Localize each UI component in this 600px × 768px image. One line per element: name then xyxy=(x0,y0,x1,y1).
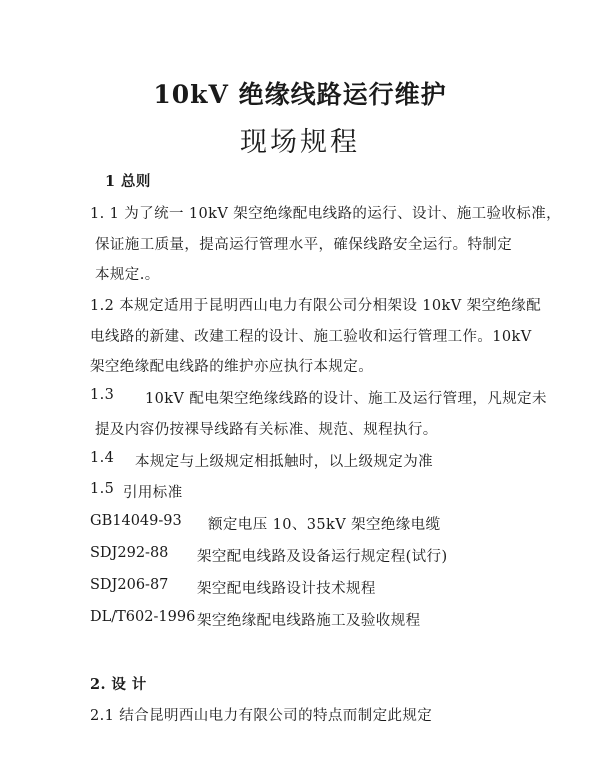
paragraph-1-1-line-1: 1. 1 为了统一 10kV 架空绝缘配电线路的运行、设计、施工验收标准， xyxy=(90,206,562,222)
paragraph-1-2-line-2: 电线路的新建、改建工程的设计、施工验收和运行管理工作。10kV xyxy=(90,329,532,345)
paragraph-1-5-number: 1.5 xyxy=(90,481,115,497)
paragraph-1-3-line-1: 10kV 配电架空绝缘线路的设计、施工及运行管理，凡规定未 xyxy=(145,391,547,407)
standard-code: GB14049-93 xyxy=(90,513,182,529)
section-heading-general: 1 总则 xyxy=(105,173,151,190)
standard-code: SDJ206-87 xyxy=(90,577,169,593)
standard-name: 额定电压 10、35kV 架空绝缘电缆 xyxy=(208,517,441,533)
paragraph-2-1: 2.1 结合昆明西山电力有限公司的特点而制定此规定 xyxy=(90,708,433,724)
section-heading-design: 2. 设 计 xyxy=(90,676,147,693)
paragraph-1-2-line-1: 1.2 本规定适用于昆明西山电力有限公司分相架设 10kV 架空绝缘配 xyxy=(90,298,542,314)
standard-name: 架空绝缘配电线路施工及验收规程 xyxy=(197,613,421,629)
standard-name: 架空配电线路设计技术规程 xyxy=(197,581,376,597)
standard-code: DL/T602-1996 xyxy=(90,609,196,625)
paragraph-1-3-line-2: 提及内容仍按裸导线路有关标准、规范、规程执行。 xyxy=(95,422,438,438)
document-subtitle: 现场规程 xyxy=(240,127,360,158)
paragraph-1-1-line-3: 本规定.。 xyxy=(95,267,160,283)
standard-name: 架空配电线路及设备运行规定程(试行) xyxy=(197,549,448,565)
paragraph-1-4-text: 本规定与上级规定相抵触时，以上级规定为准 xyxy=(135,454,433,470)
paragraph-1-3-number: 1.3 xyxy=(90,387,115,403)
document-title: 10kV 绝缘线路运行维护 xyxy=(153,80,447,109)
paragraph-1-2-line-3: 架空绝缘配电线路的维护亦应执行本规定。 xyxy=(90,359,374,375)
paragraph-1-4-number: 1.4 xyxy=(90,450,115,466)
standard-code: SDJ292-88 xyxy=(90,545,169,561)
paragraph-1-1-line-2: 保证施工质量，提高运行管理水平，確保线路安全运行。特制定 xyxy=(95,237,513,253)
paragraph-1-5-text: 引用标准 xyxy=(123,485,183,501)
